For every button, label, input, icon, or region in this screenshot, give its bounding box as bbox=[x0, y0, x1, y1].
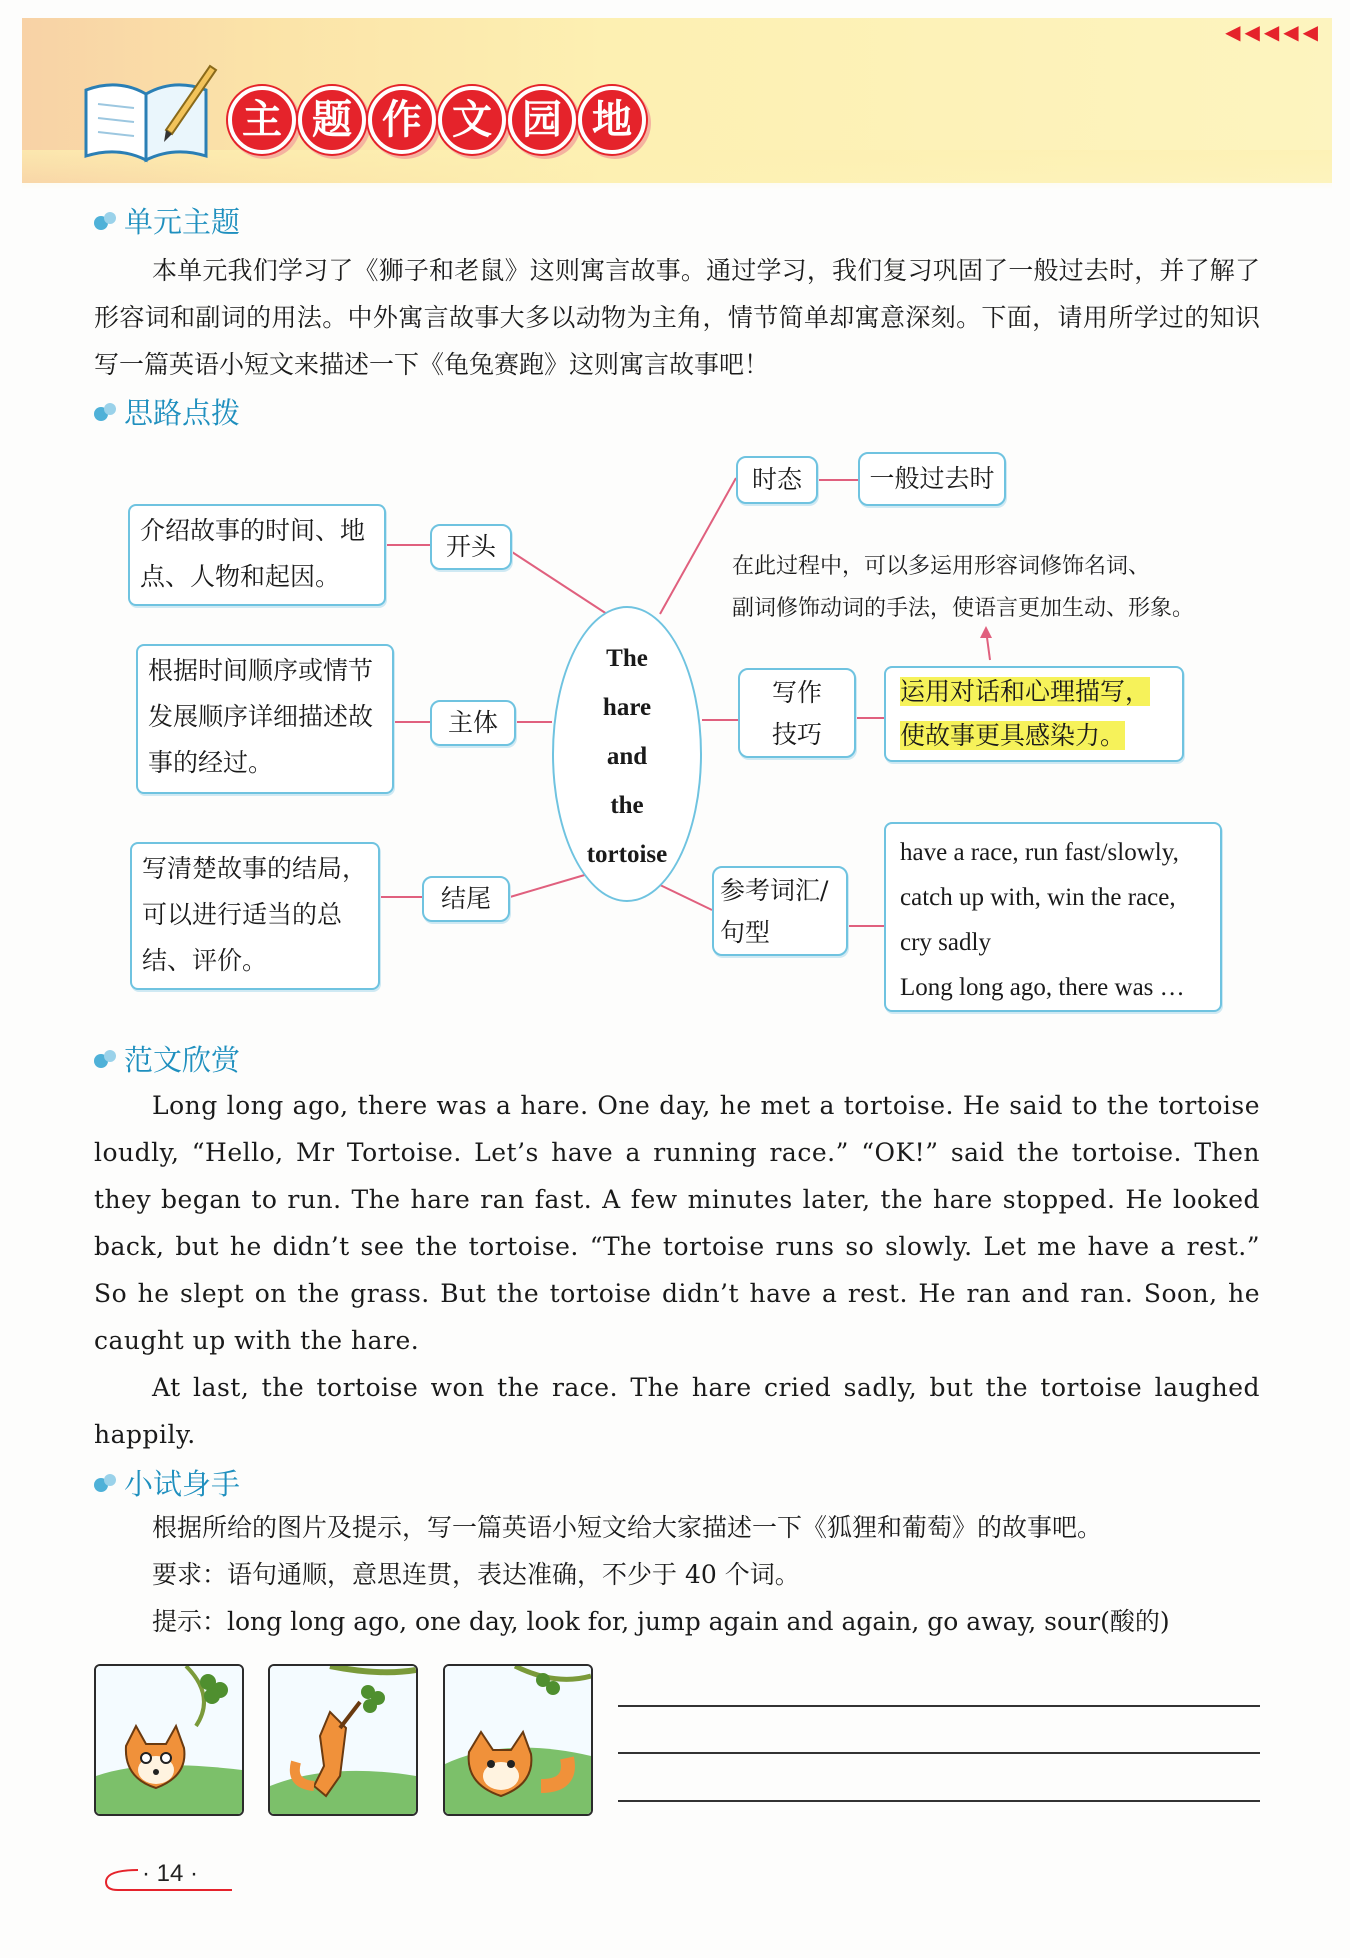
bubble-icon bbox=[94, 1472, 120, 1494]
fox-walking-away-icon bbox=[445, 1666, 591, 1814]
mindmap-note-line2: 副词修饰动词的手法，使语言更加生动、形象。 bbox=[732, 596, 1195, 621]
practice-line1: 根据所给的图片及提示，写一篇英语小短文给大家描述一下《狐狸和葡萄》的故事吧。 bbox=[152, 1513, 1103, 1542]
header-banner-fade bbox=[22, 150, 1332, 190]
mindmap-value-tense: 一般过去时 bbox=[858, 452, 1006, 506]
fox-picture-3 bbox=[443, 1664, 593, 1816]
mindmap-label-writing-skills: 写作 技巧 bbox=[738, 668, 856, 758]
fox-picture-1 bbox=[94, 1664, 244, 1816]
mindmap-label-reference: 参考词汇/ 句型 bbox=[712, 866, 848, 956]
mindmap-label-tense: 时态 bbox=[736, 456, 818, 504]
fox-looking-at-grapes-icon bbox=[96, 1666, 242, 1814]
section-heading-model: 范文欣赏 bbox=[94, 1038, 240, 1079]
practice-line2: 要求：语句通顺，意思连贯，表达准确，不少于 40 个词。 bbox=[152, 1560, 800, 1589]
writing-line[interactable] bbox=[618, 1752, 1260, 1754]
page-title bbox=[228, 86, 646, 154]
mindmap-note-line1: 在此过程中，可以多运用形容词修饰名词、 bbox=[732, 554, 1151, 579]
mindmap-desc-ending: 写清楚故事的结局，可以进行适当的总结、评价。 bbox=[130, 842, 380, 990]
title-char: 园 bbox=[508, 86, 576, 154]
mindmap-value-writing-skills: 运用对话和心理描写， 使故事更具感染力。 bbox=[884, 666, 1184, 762]
section-heading-unit-theme: 单元主题 bbox=[94, 200, 240, 241]
fox-picture-2 bbox=[268, 1664, 418, 1816]
page-number: · 14 · bbox=[142, 1860, 199, 1887]
mindmap-center-topic: The hare and the tortoise bbox=[552, 606, 702, 902]
mindmap-label-body: 主体 bbox=[430, 700, 516, 746]
bubble-icon bbox=[94, 1048, 120, 1070]
mindmap-value-reference: have a race, run fast/slowly, catch up with, win the race, cry sadly Long long ago, there was … bbox=[884, 822, 1222, 1012]
open-book-icon bbox=[78, 60, 218, 170]
writing-line[interactable] bbox=[618, 1800, 1260, 1802]
mindmap-desc-body: 根据时间顺序或情节发展顺序详细描述故事的经过。 bbox=[136, 644, 394, 794]
mindmap-label-ending: 结尾 bbox=[422, 876, 510, 922]
bubble-icon bbox=[94, 401, 120, 423]
bubble-icon bbox=[94, 210, 120, 232]
section-heading-ideas: 思路点拨 bbox=[94, 391, 240, 432]
fox-jumping-icon bbox=[270, 1666, 416, 1814]
unit-theme-text: 本单元我们学习了《狮子和老鼠》这则寓言故事。通过学习，我们复习巩固了一般过去时，并了解了形容词和副词的用法。中外寓言故事大多以动物为主角，情节简单却寓意深刻。下面，请用所学过的知识写一篇英语小短文来描述一下《龟兔赛跑》这则寓言故事吧！ bbox=[94, 256, 1260, 379]
section-heading-practice: 小试身手 bbox=[94, 1462, 240, 1503]
title-char: 主 bbox=[228, 86, 296, 154]
practice-line3: 提示：long long ago, one day, look for, jump again and again, go away, sour(酸的) bbox=[152, 1607, 1170, 1636]
title-char: 作 bbox=[368, 86, 436, 154]
title-char: 地 bbox=[578, 86, 646, 154]
title-char: 文 bbox=[438, 86, 506, 154]
title-char: 题 bbox=[298, 86, 366, 154]
mindmap-desc-opening: 介绍故事的时间、地点、人物和起因。 bbox=[128, 504, 386, 606]
arrow-decoration-icon: ◀◀◀◀◀ bbox=[1225, 20, 1322, 44]
model-essay-para2: At last, the tortoise won the race. The hare cried sadly, but the tortoise laughed happily. bbox=[94, 1373, 1260, 1449]
writing-line[interactable] bbox=[618, 1705, 1260, 1707]
mindmap-label-opening: 开头 bbox=[430, 524, 512, 570]
model-essay-para1: Long long ago, there was a hare. One day, he met a tortoise. He said to the tortoise loudly, “Hello, Mr Tortoise. Let’s have a running race.” “OK!” said the tortoise. Then they began to run. The hare ran fast. A few minutes later, the hare stopped. He looked back, but he didn’t see the tortoise. “The tortoise runs so slowly. Let me have a rest.” So he slept on the grass. But the tortoise didn’t have a rest. He ran and ran. Soon, he caught up with the hare. bbox=[94, 1091, 1260, 1355]
